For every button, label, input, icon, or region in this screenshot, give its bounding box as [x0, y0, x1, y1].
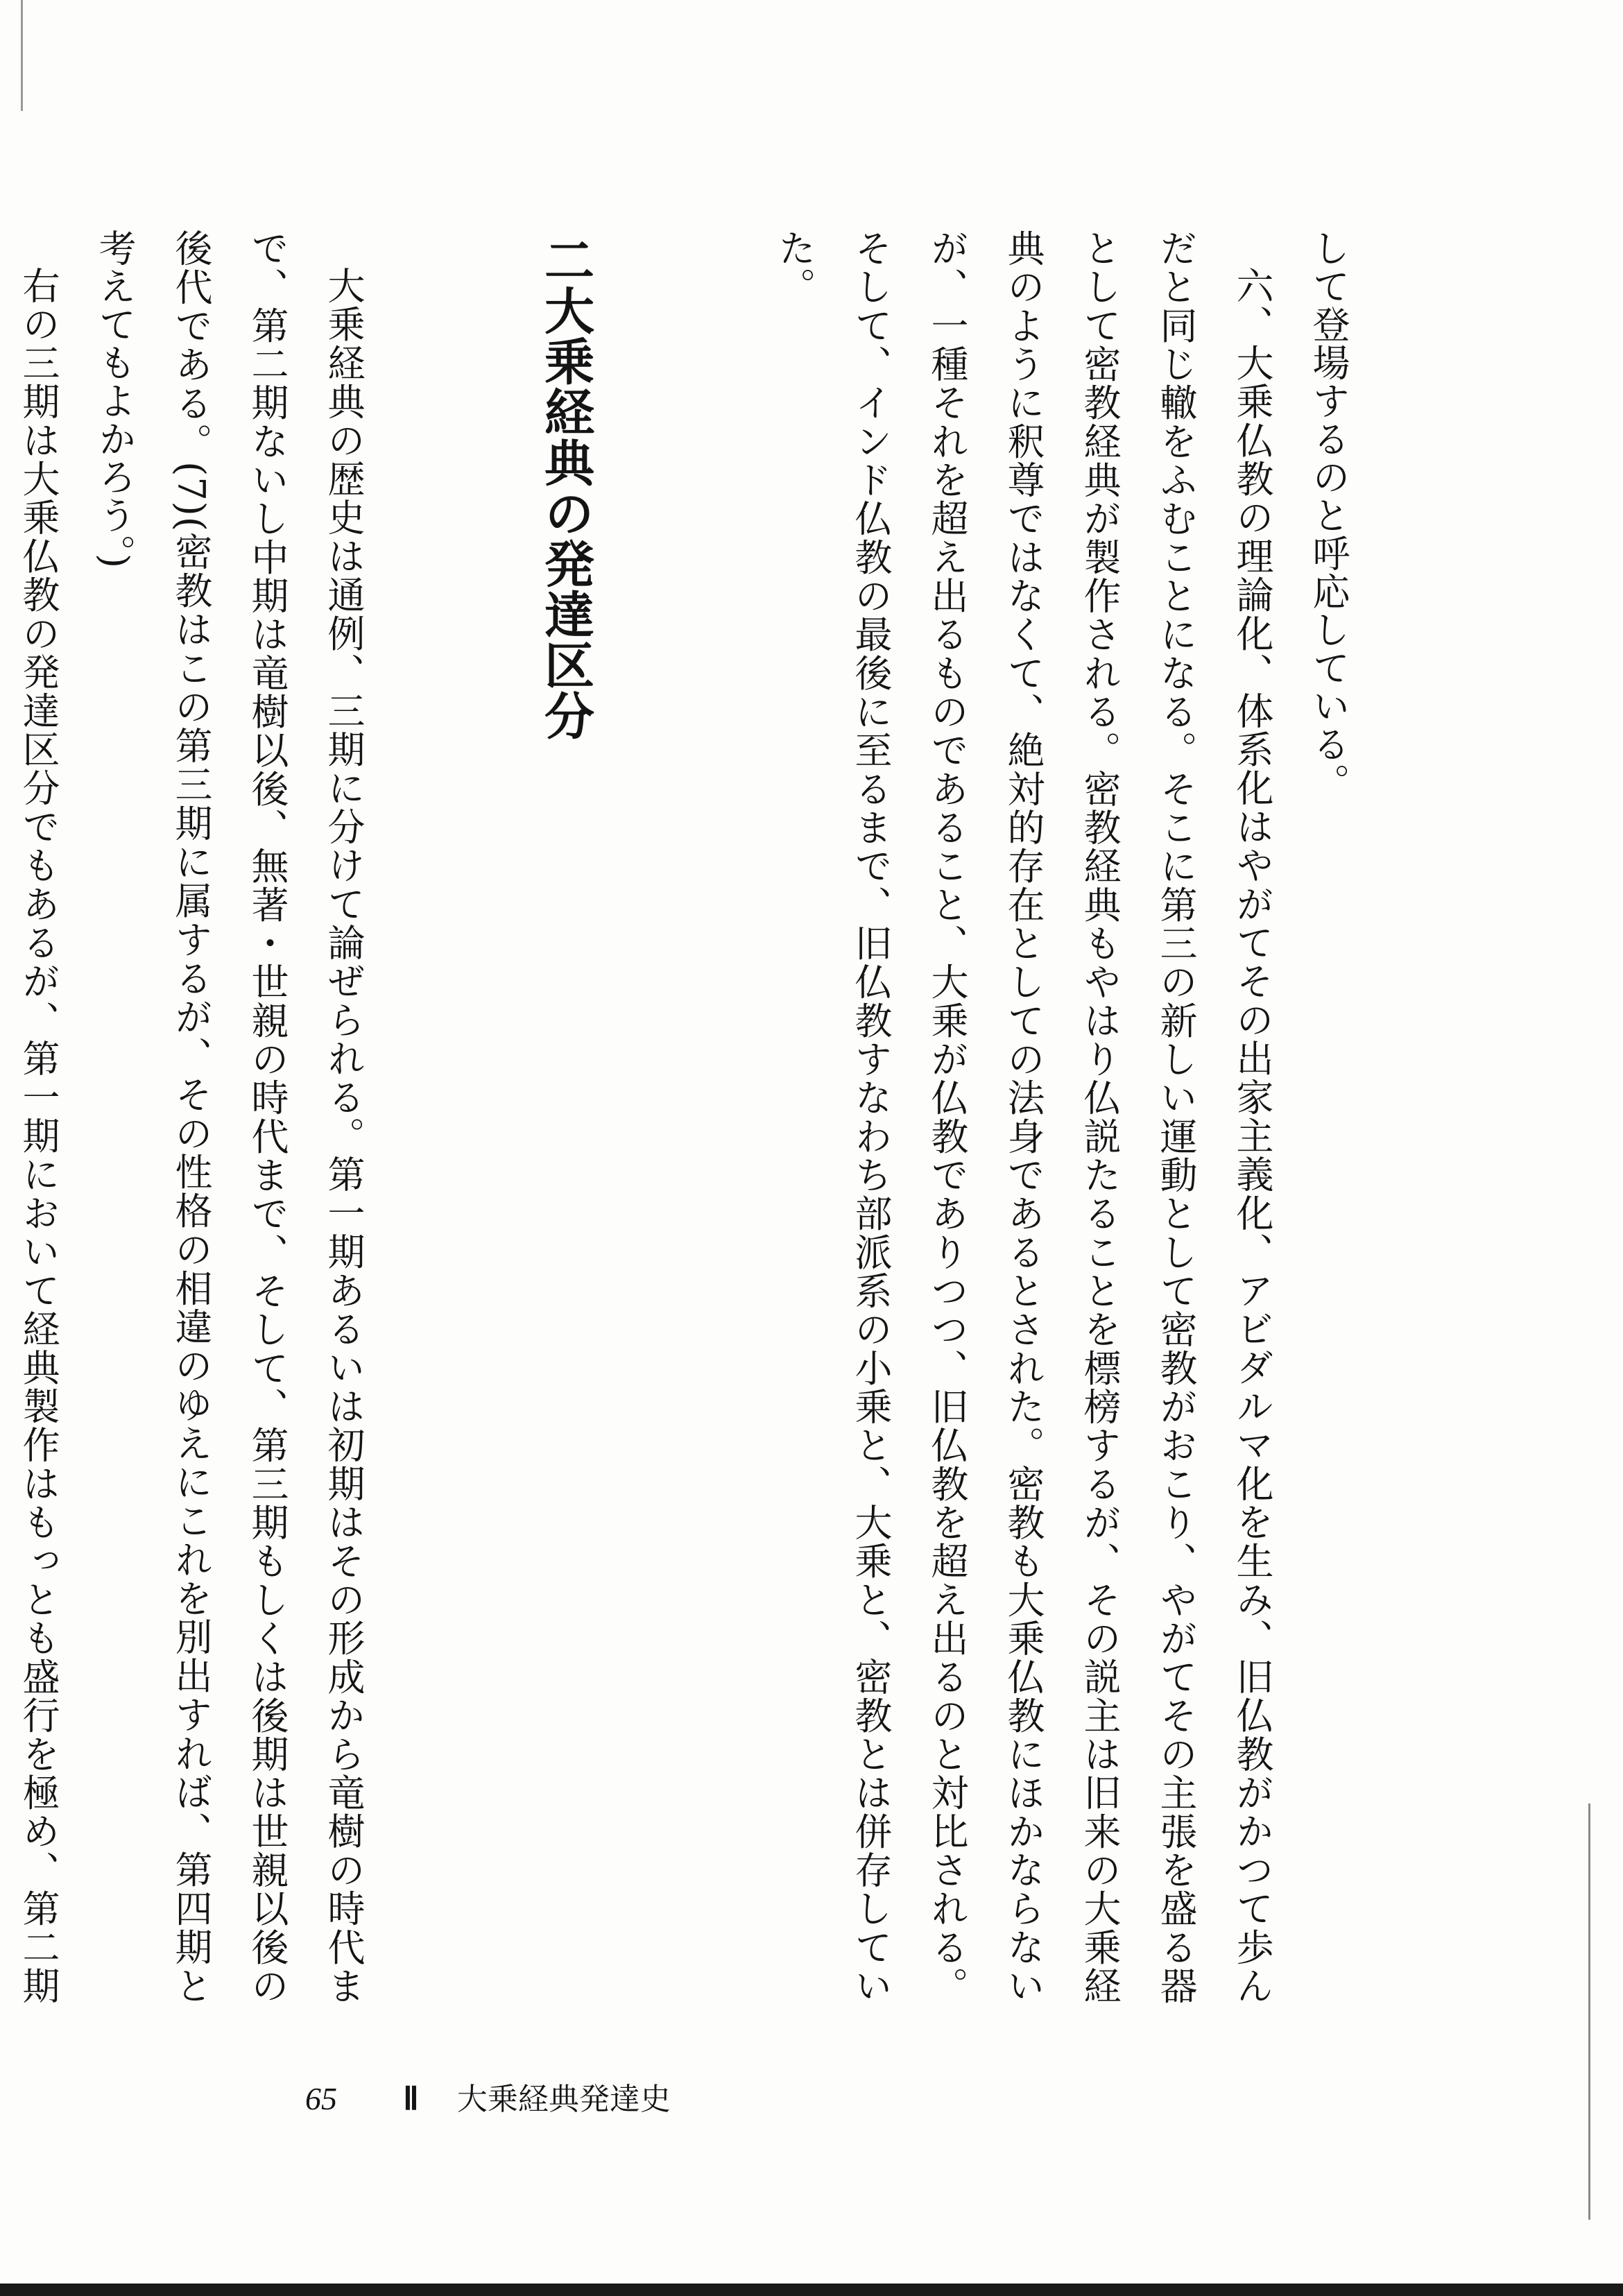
paragraph-text-continued: (密教はこの第三期に属するが、その性格の相違のゆえにこれを別出すれば、第四期と考えてもよかろう。): [93, 229, 213, 2005]
scan-edge-mark-right: [1588, 1804, 1590, 2220]
part-title: 大乗経典発達史: [456, 2082, 671, 2117]
scan-edge-mark: [21, 0, 23, 111]
continuation-line: して登場するのと呼応している。: [1307, 229, 1350, 801]
paragraph-period-dating: 右の三期は大乗仏教の発達区分でもあるが、第一期において経典製作はもっとも盛行を極め、第二期: [17, 266, 60, 2005]
vertical-body-text: [0, 229, 1366, 2005]
paragraph-text: 大乗経典の歴史は通例、三期に分けて論ぜられる。第一期あるいは初期はその形成から竜樹の時代まで、第二期ないし中期は竜樹以後、無著・世親の時代まで、そして、第三期もしくは後期は世親以後の後代である。: [169, 229, 366, 2005]
running-footer: [305, 2074, 671, 2118]
part-numeral: Ⅱ: [403, 2081, 419, 2116]
section-number: 二: [536, 234, 595, 285]
paragraph-three-periods: [76, 229, 381, 2005]
footnote-marker: (7): [169, 461, 213, 517]
scan-bottom-edge: [0, 2284, 1623, 2296]
section-title: 大乗経典の発達区分: [536, 285, 595, 741]
section-heading: [527, 229, 603, 2005]
page-number: 65: [305, 2081, 337, 2116]
paragraph-six: 六、大乗仏教の理論化、体系化はやがてその出家主義化、アビダルマ化を生み、旧仏教がかつて歩んだと同じ轍をふむことになる。そこに第三の新しい運動として密教がおこり、やがてその主張を盛る器として密教経典が製作される。密教経典もやはり仏説たることを標榜するが、その説主は旧来の大乗経典のように釈尊ではなくて、絶対的存在としての法身であるとされた。密教も大乗仏教にほかならないが、一種それを超え出るものであること、大乗が仏教でありつつ、旧仏教を超え出るのと対比される。そして、インド仏教の最後に至るまで、旧仏教すなわち部派系の小乗と、大乗と、密教とは併存していた。: [773, 229, 1274, 2005]
